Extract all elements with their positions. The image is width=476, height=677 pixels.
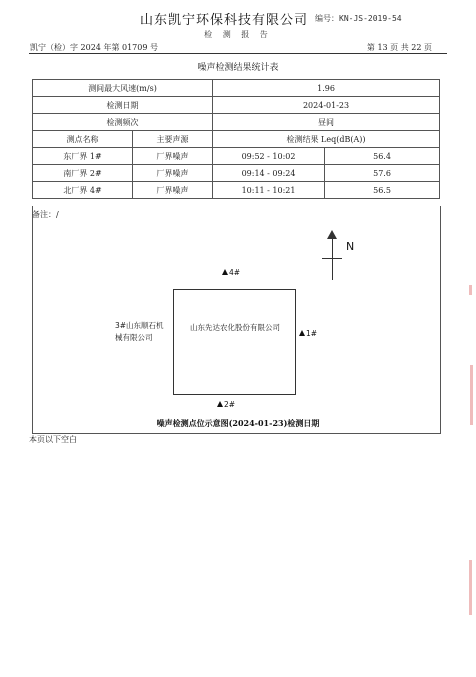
max-wind-value: 1.96 — [213, 80, 440, 97]
point-label: 1# — [306, 329, 318, 338]
table-row — [33, 80, 440, 97]
cell-point: 北厂界 4# — [33, 182, 133, 199]
north-label: N — [346, 240, 355, 253]
page-number: 第 13 页 共 22 页 — [366, 43, 432, 52]
seal-edge-mark — [470, 365, 473, 425]
report-subtitle: 检 测 报 告 — [204, 30, 272, 39]
date-value: 2024-01-23 — [213, 97, 440, 114]
cell-source: 厂界噪声 — [133, 165, 213, 182]
col-header-result: 检测结果 Leq(dB(A)) — [213, 131, 440, 148]
table-row — [33, 97, 440, 114]
cell-source: 厂界噪声 — [133, 182, 213, 199]
monitoring-point-2 — [217, 400, 235, 409]
site-name: 山东先达农化股份有限公司 — [190, 323, 280, 332]
compass-vertical-line — [332, 232, 333, 280]
triangle-marker-icon — [299, 330, 305, 336]
remarks: 备注：/ — [32, 210, 59, 219]
cell-time: 09:52 - 10:02 — [213, 148, 325, 165]
frequency-label: 检测频次 — [33, 114, 213, 131]
cell-point: 南厂界 2# — [33, 165, 133, 182]
site-boundary — [173, 289, 296, 395]
company-name: 山东凯宁环保科技有限公司 — [140, 13, 309, 28]
blank-below-note: 本页以下空白 — [29, 435, 77, 444]
col-header-source: 主要声源 — [133, 131, 213, 148]
noise-results-table — [32, 79, 440, 199]
table-title: 噪声检测结果统计表 — [197, 63, 279, 73]
report-number: 凯宁（检）字 2024 年第 01709 号 — [30, 43, 158, 52]
monitoring-point-4 — [222, 268, 240, 277]
cell-value: 56.5 — [325, 182, 440, 199]
triangle-marker-icon — [217, 401, 223, 407]
cell-value: 57.6 — [325, 165, 440, 182]
cell-time: 10:11 - 10:21 — [213, 182, 325, 199]
triangle-marker-icon — [222, 269, 228, 275]
code-number: 编号：KN-JS-2019-54 — [315, 14, 402, 23]
table-row — [33, 182, 440, 199]
neighbor-company: 3#山东顺石机械有限公司 — [115, 321, 164, 342]
table-header-row — [33, 131, 440, 148]
point-label: 2# — [224, 400, 236, 409]
table-row — [33, 148, 440, 165]
header-divider — [29, 53, 447, 54]
compass-horizontal-line — [322, 258, 342, 259]
table-row — [33, 165, 440, 182]
frequency-value: 昼间 — [213, 114, 440, 131]
table-row — [33, 114, 440, 131]
max-wind-label: 测间最大风速(m/s) — [33, 80, 213, 97]
monitoring-point-1 — [299, 329, 317, 338]
cell-source: 厂界噪声 — [133, 148, 213, 165]
point-label: 4# — [229, 268, 241, 277]
seal-edge-mark — [469, 285, 472, 295]
remarks-box — [32, 206, 441, 230]
seal-edge-mark — [469, 560, 472, 615]
cell-point: 东厂界 1# — [33, 148, 133, 165]
col-header-point: 测点名称 — [33, 131, 133, 148]
date-label: 检测日期 — [33, 97, 213, 114]
cell-time: 09:14 - 09:24 — [213, 165, 325, 182]
diagram-caption: 噪声检测点位示意图(2024-01-23)检测日期 — [156, 418, 320, 428]
cell-value: 56.4 — [325, 148, 440, 165]
